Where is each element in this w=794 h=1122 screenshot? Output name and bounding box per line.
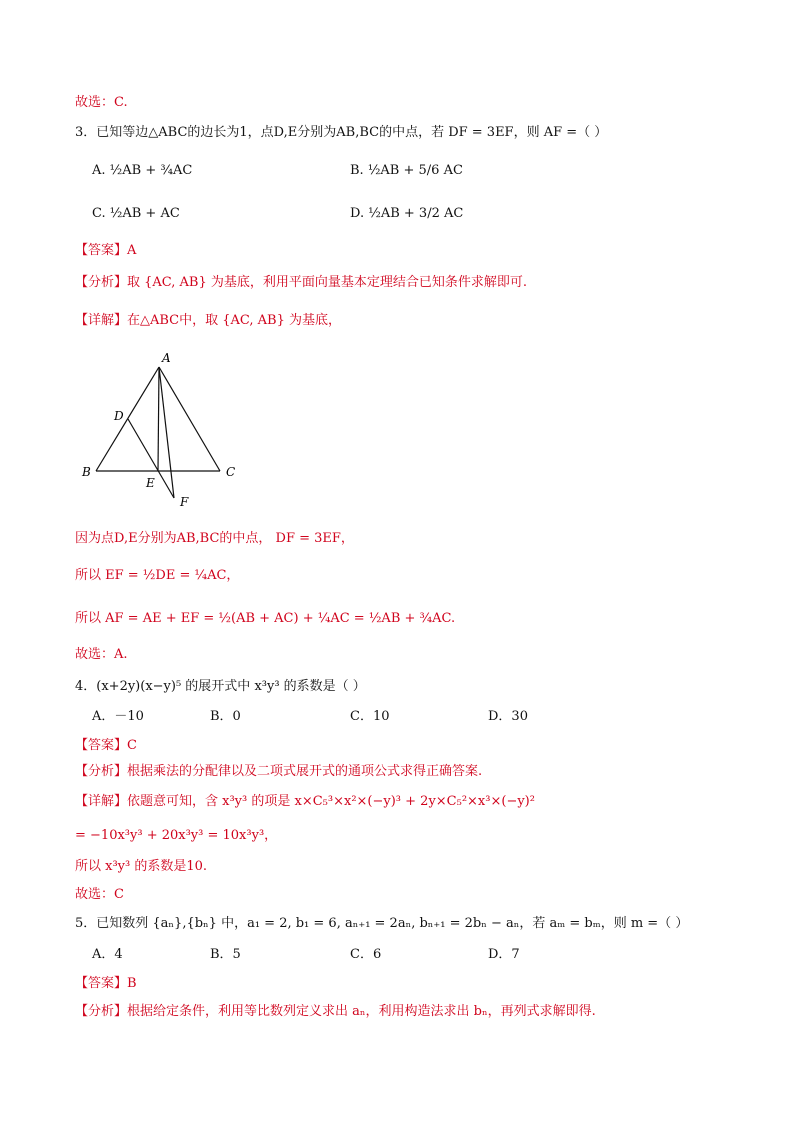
q4-option-a: A．－10 [92,709,144,724]
q4-answer: 【答案】C [75,738,137,753]
label-c: C [226,465,236,479]
q4-detail-line-2: = −10x³y³ + 20x³y³ = 10x³y³， [75,828,278,843]
prev-answer-line: 故选：C. [75,95,128,110]
q4-conclusion: 故选：C [75,887,124,902]
edge-ac [159,367,220,471]
q3-detail-line-2: 所以 EF = ½DE = ¼AC， [75,568,240,583]
label-b: B [82,465,91,479]
q5-analysis: 【分析】根据给定条件，利用等比数列定义求出 aₙ，利用构造法求出 bₙ，再列式求解即得. [75,1004,596,1019]
label-f: F [180,495,189,509]
q4-option-c: C．10 [350,709,390,724]
label-a: A [162,351,171,365]
q5-option-d: D．7 [488,947,520,962]
question-3-stem: 3．已知等边△ABC的边长为1，点D,E分别为AB,BC的中点，若 DF = 3EF，则 AF =（ ） [75,125,608,140]
q4-option-b: B．0 [210,709,241,724]
q5-option-b: B．5 [210,947,241,962]
q3-option-c: C. ½AB + AC [92,206,180,221]
q3-answer: 【答案】A [75,243,137,258]
q4-option-d: D．30 [488,709,528,724]
triangle-figure [78,350,248,510]
segment-af [159,367,174,498]
segment-ae [158,367,159,471]
q3-conclusion: 故选：A. [75,647,128,662]
q4-analysis: 【分析】根据乘法的分配律以及二项式展开式的通项公式求得正确答案. [75,764,483,779]
q5-option-a: A．4 [92,947,123,962]
q3-option-d: D. ½AB + 3/2 AC [350,206,464,221]
q3-analysis: 【分析】取 {AC, AB} 为基底，利用平面向量基本定理结合已知条件求解即可. [75,275,528,290]
q4-detail-line-3: 所以 x³y³ 的系数是10. [75,859,208,874]
q3-detail-line-1: 因为点D,E分别为AB,BC的中点， DF = 3EF， [75,531,354,546]
question-5-stem: 5．已知数列 {aₙ},{bₙ} 中，a₁ = 2, b₁ = 6, aₙ₊₁ = 2aₙ, bₙ₊₁ = 2bₙ − aₙ，若 aₘ = bₘ，则 m =（ ） [75,916,689,931]
q3-detail: 【详解】在△ABC中，取 {AC, AB} 为基底， [75,313,342,328]
question-4-stem: 4．(x+2y)(x−y)⁵ 的展开式中 x³y³ 的系数是（ ） [75,679,366,694]
q3-option-a: A. ½AB + ¾AC [92,163,193,178]
q4-detail: 【详解】依题意可知，含 x³y³ 的项是 x×C₅³×x²×(−y)³ + 2y×C₅²×x³×(−y)² [75,794,535,809]
q3-detail-line-3: 所以 AF = AE + EF = ½(AB + AC) + ¼AC = ½AB + ¾AC. [75,611,456,626]
label-e: E [146,476,155,490]
label-d: D [114,409,124,423]
q5-option-c: C．6 [350,947,382,962]
q3-option-b: B. ½AB + 5/6 AC [350,163,463,178]
q5-answer: 【答案】B [75,976,137,991]
